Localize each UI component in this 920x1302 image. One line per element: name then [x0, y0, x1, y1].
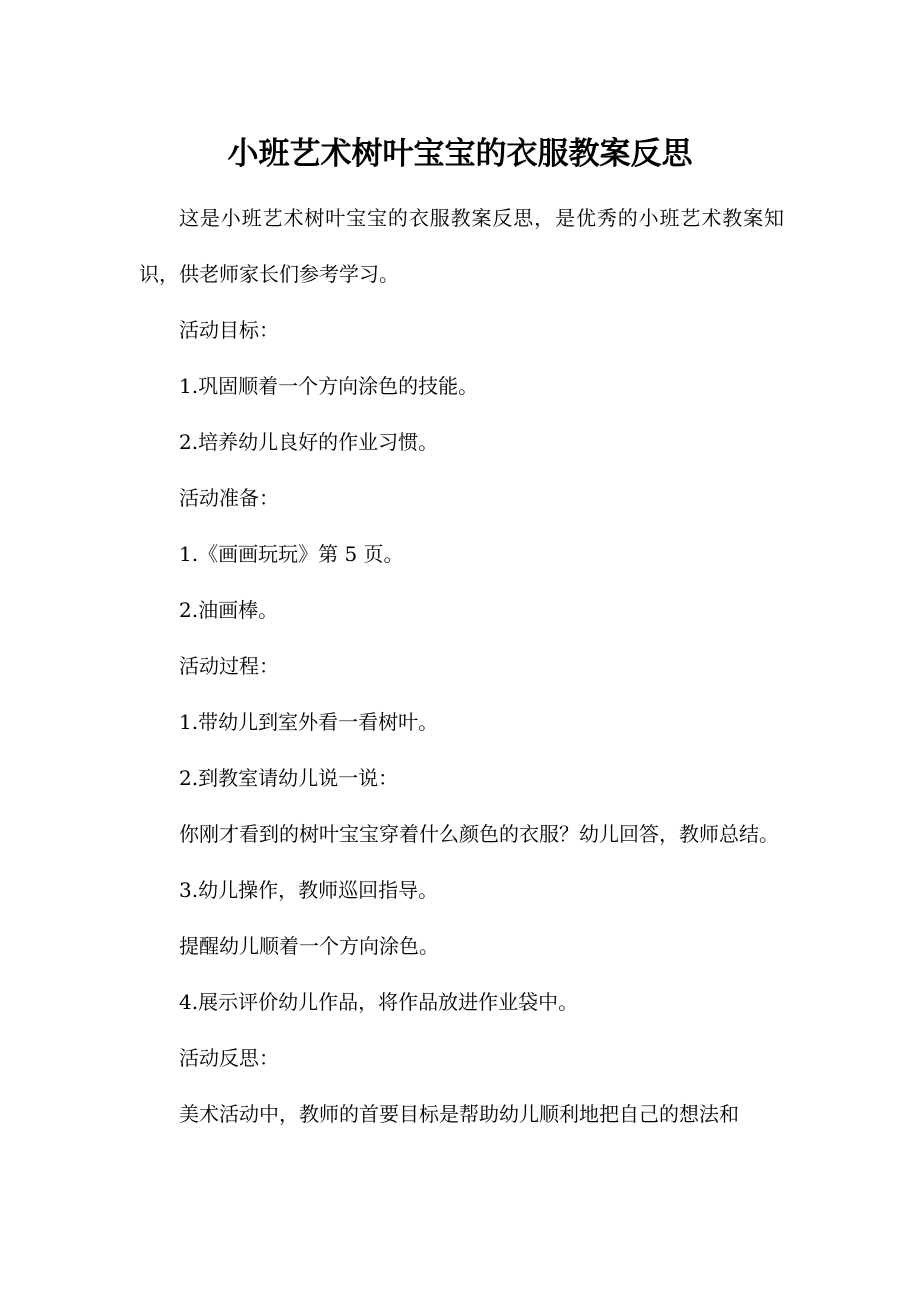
list-item-goal-1: 1.巩固顺着一个方向涂色的技能。	[179, 374, 479, 398]
list-item-goal-2: 2.培养幼儿良好的作业习惯。	[179, 430, 439, 454]
document-body	[139, 190, 784, 1142]
paragraph-question: 你刚才看到的树叶宝宝穿着什么颜色的衣服？幼儿回答，教师总结。	[179, 822, 779, 846]
heading-activity-reflection: 活动反思：	[179, 1046, 279, 1070]
paragraph-reflection: 美术活动中，教师的首要目标是帮助幼儿顺利地把自己的想法和	[179, 1102, 739, 1126]
list-item-process-3: 3.幼儿操作，教师巡回指导。	[179, 878, 439, 902]
list-item-process-1: 1.带幼儿到室外看一看树叶。	[179, 710, 439, 734]
list-item-preparation-1: 1.《画画玩玩》第 5 页。	[179, 542, 404, 566]
list-item-process-4: 4.展示评价幼儿作品，将作品放进作业袋中。	[179, 990, 579, 1014]
document-title: 小班艺术树叶宝宝的衣服教案反思	[227, 135, 693, 172]
heading-activity-process: 活动过程：	[179, 654, 279, 678]
list-item-preparation-2: 2.油画棒。	[179, 598, 279, 622]
heading-activity-goals: 活动目标：	[179, 318, 279, 342]
paragraph-intro: 这是小班艺术树叶宝宝的衣服教案反思，是优秀的小班艺术教案知识，供老师家长们参考学习。	[139, 206, 784, 286]
list-item-process-2: 2.到教室请幼儿说一说：	[179, 766, 399, 790]
heading-activity-preparation: 活动准备：	[179, 486, 279, 510]
paragraph-reminder: 提醒幼儿顺着一个方向涂色。	[179, 934, 439, 958]
